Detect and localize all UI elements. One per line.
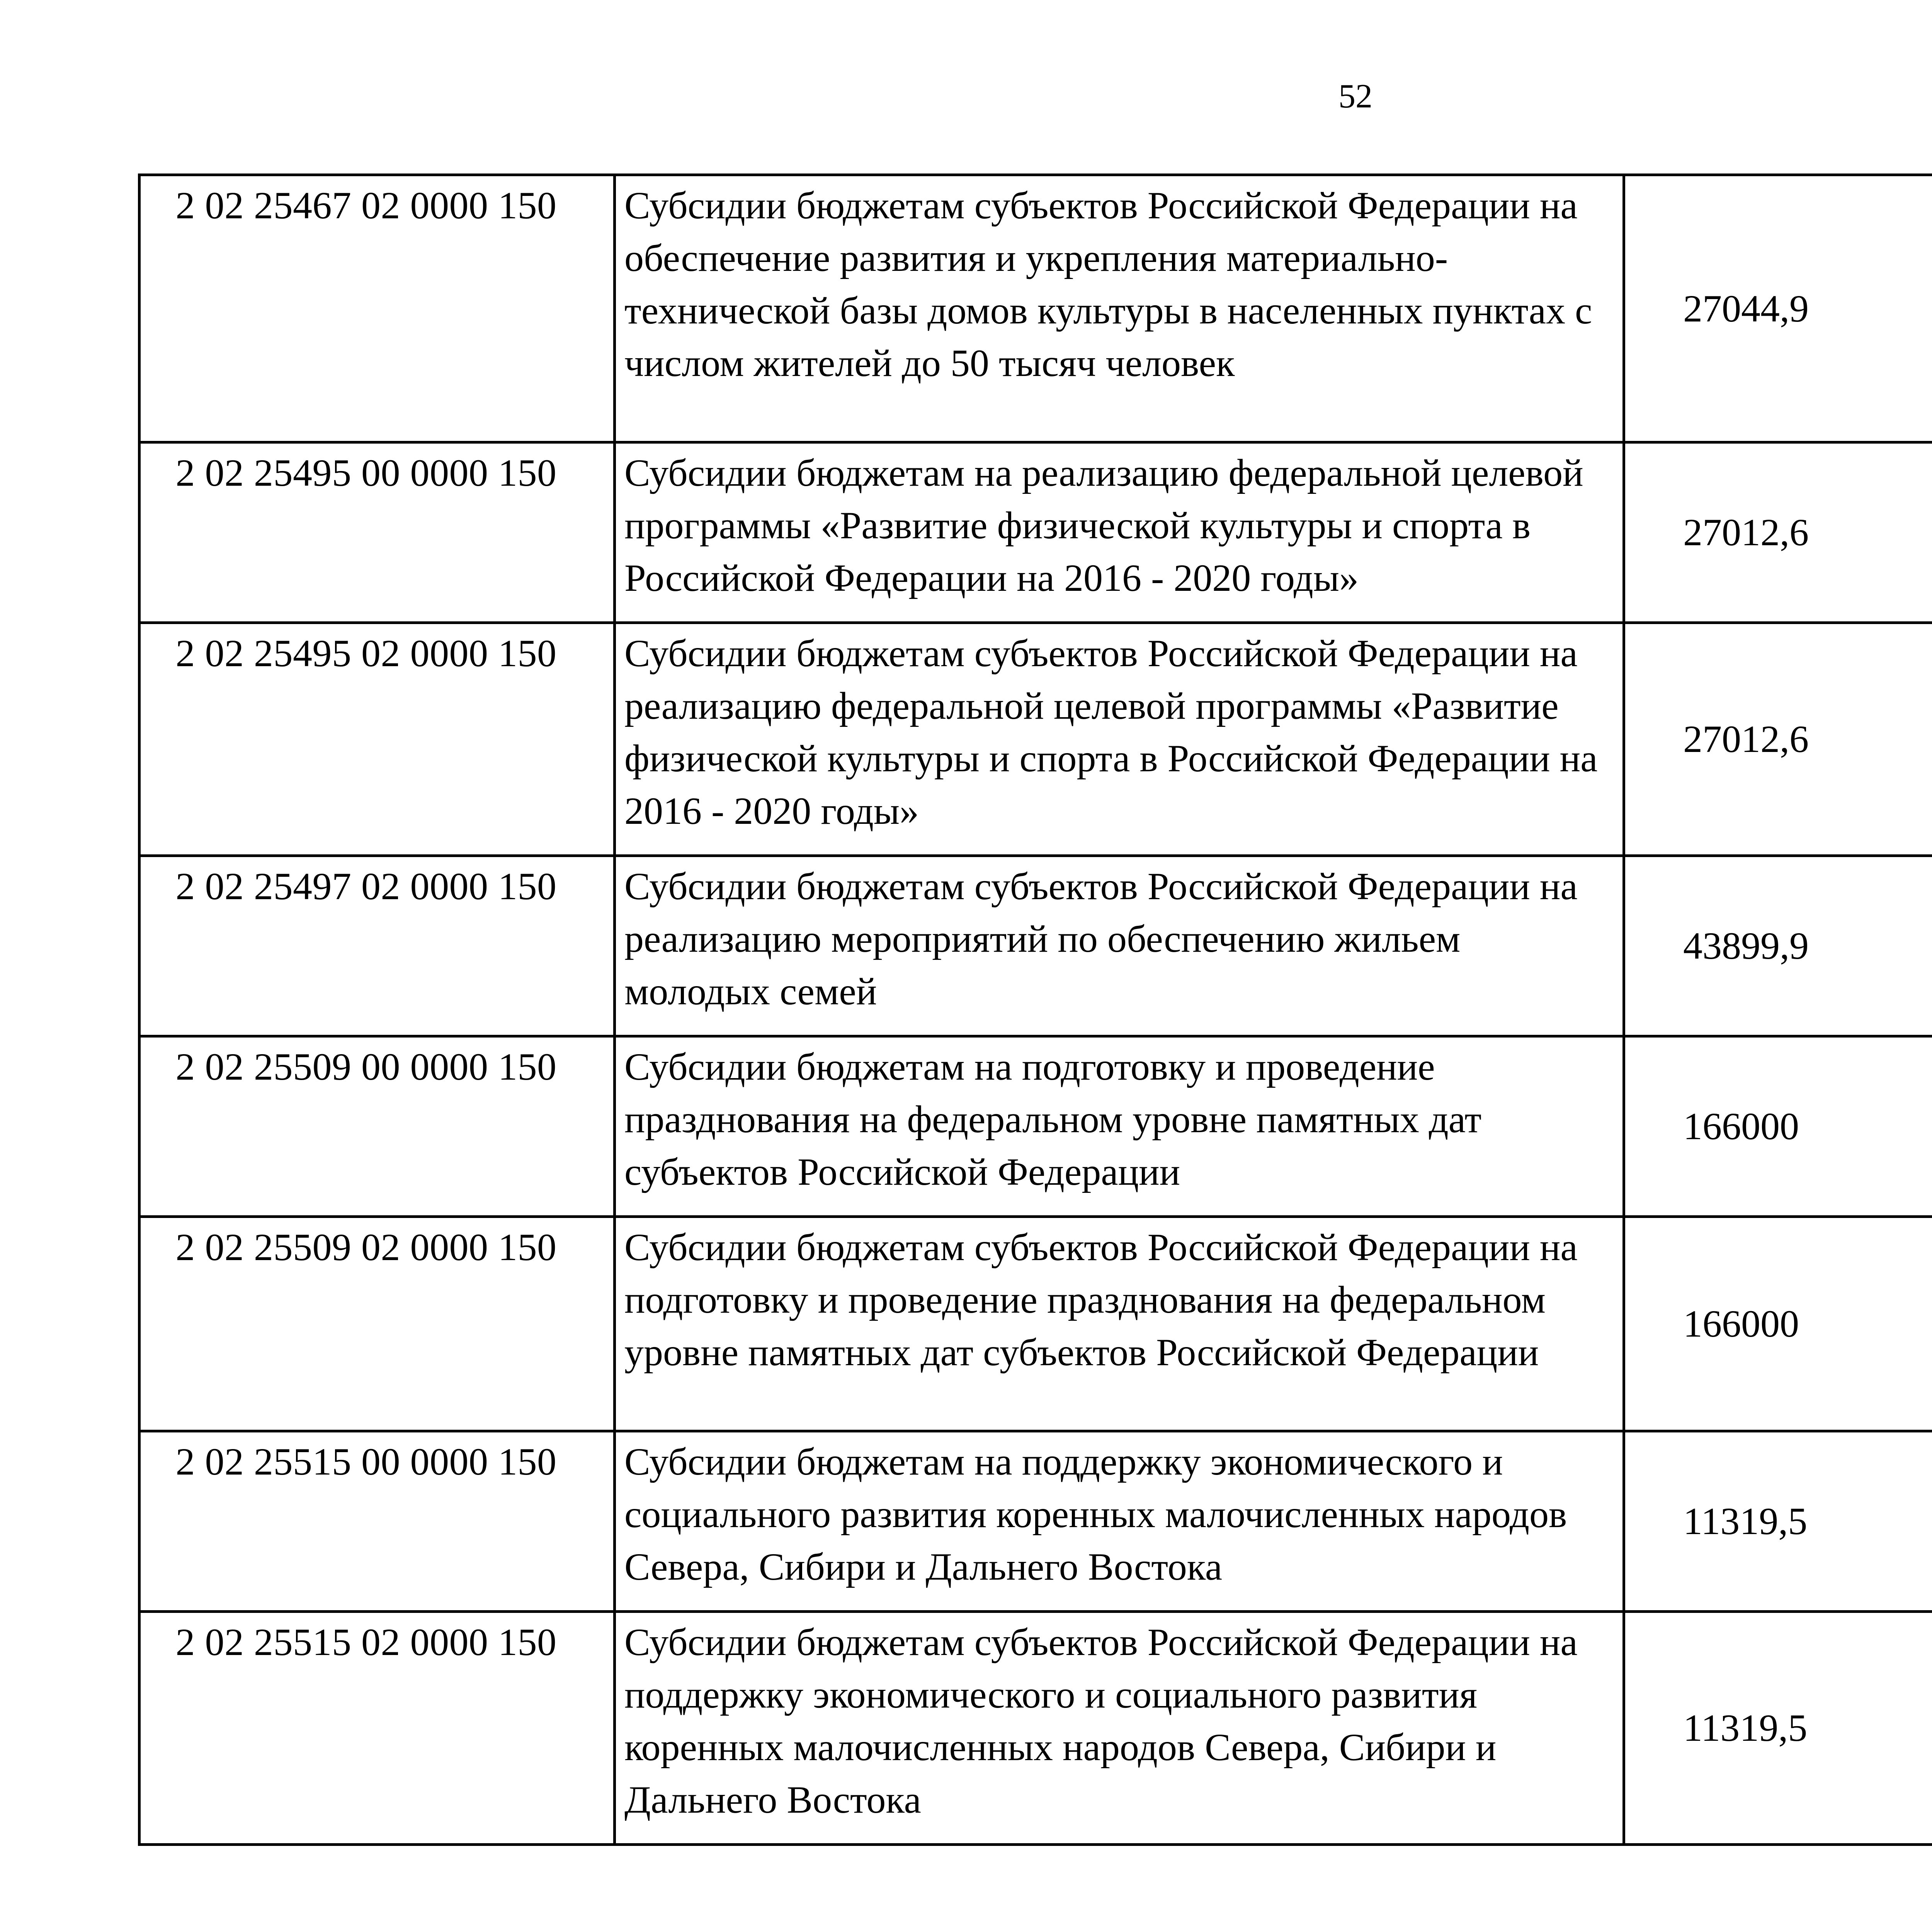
budget-code-cell: 2 02 25497 02 0000 150 xyxy=(139,856,615,1036)
amount-year-1-cell: 27012,6 xyxy=(1624,442,1932,623)
budget-code-cell: 2 02 25467 02 0000 150 xyxy=(139,175,615,442)
description-cell: Субсидии бюджетам субъектов Российской Федерации на поддержку экономического и социального развития коренных малочисленных народов Севера, Сибири и Дальнего Востока xyxy=(615,1612,1624,1845)
budget-code-cell: 2 02 25495 00 0000 150 xyxy=(139,442,615,623)
amount-year-1-cell: 43899,9 xyxy=(1624,856,1932,1036)
table-row xyxy=(139,856,1932,1036)
table-row xyxy=(139,1612,1932,1845)
amount-year-1-cell: 27044,9 xyxy=(1624,175,1932,442)
table-row xyxy=(139,175,1932,442)
table-row xyxy=(139,1036,1932,1217)
budget-code-cell: 2 02 25495 02 0000 150 xyxy=(139,623,615,856)
table-row xyxy=(139,623,1932,856)
description-cell: Субсидии бюджетам субъектов Российской Федерации на реализацию федеральной целевой программы «Развитие физической культуры и спорта в Российской Федерации на 2016 - 2020 годы» xyxy=(615,623,1624,856)
table-row xyxy=(139,1431,1932,1612)
budget-code-cell: 2 02 25509 00 0000 150 xyxy=(139,1036,615,1217)
description-cell: Субсидии бюджетам на подготовку и проведение празднования на федеральном уровне памятных дат субъектов Российской Федерации xyxy=(615,1036,1624,1217)
revenue-table xyxy=(138,173,1932,1846)
amount-year-1-cell: 166000 xyxy=(1624,1036,1932,1217)
amount-year-1-cell: 166000 xyxy=(1624,1217,1932,1431)
budget-code-cell: 2 02 25515 00 0000 150 xyxy=(139,1431,615,1612)
description-cell: Субсидии бюджетам на реализацию федеральной целевой программы «Развитие физической культуры и спорта в Российской Федерации на 2016 - 2020 годы» xyxy=(615,442,1624,623)
budget-code-cell: 2 02 25515 02 0000 150 xyxy=(139,1612,615,1845)
description-cell: Субсидии бюджетам субъектов Российской Федерации на обеспечение развития и укрепления материально-технической базы домов культуры в населенных пунктах с числом жителей до 50 тысяч человек xyxy=(615,175,1624,442)
description-cell: Субсидии бюджетам субъектов Российской Федерации на подготовку и проведение празднования на федеральном уровне памятных дат субъектов Российской Федерации xyxy=(615,1217,1624,1431)
amount-year-1-cell: 11319,5 xyxy=(1624,1612,1932,1845)
page-number: 52 xyxy=(1338,78,1372,115)
table-row xyxy=(139,1217,1932,1431)
budget-code-cell: 2 02 25509 02 0000 150 xyxy=(139,1217,615,1431)
table-row xyxy=(139,442,1932,623)
amount-year-1-cell: 27012,6 xyxy=(1624,623,1932,856)
description-cell: Субсидии бюджетам на поддержку экономического и социального развития коренных малочисленных народов Севера, Сибири и Дальнего Востока xyxy=(615,1431,1624,1612)
amount-year-1-cell: 11319,5 xyxy=(1624,1431,1932,1612)
description-cell: Субсидии бюджетам субъектов Российской Федерации на реализацию мероприятий по обеспечению жильем молодых семей xyxy=(615,856,1624,1036)
